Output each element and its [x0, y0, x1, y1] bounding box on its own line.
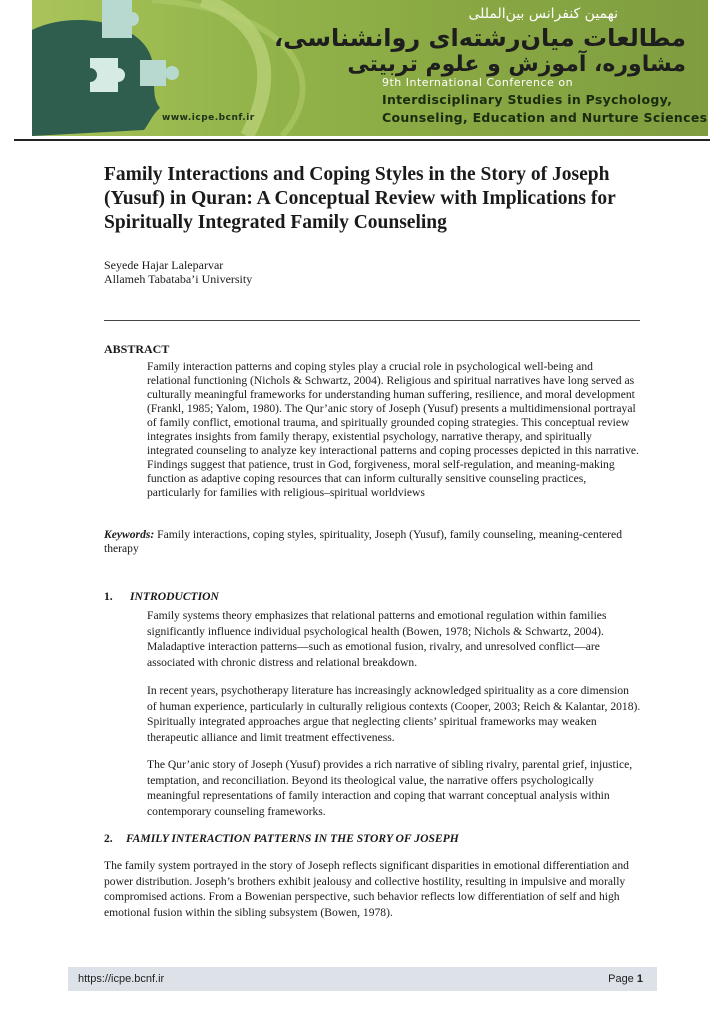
intro-paragraph-3: The Qur’anic story of Joseph (Yusuf) provides a rich narrative of sibling rivalry, parental grief, injustice, temptation, and reconciliation. Beyond its theological value, the narrative offers psychologically meaningful representations of family interaction and coping that warrant conceptual analysis within contemporary counseling frameworks.: [147, 758, 633, 818]
conference-banner: [32, 0, 708, 136]
paper-title: Family Interactions and Coping Styles in the Story of Joseph (Yusuf) in Quran: A Conceptual Review with Implications for Spiritually Integrated Family Counseling: [104, 164, 616, 233]
section-1-title: INTRODUCTION: [130, 590, 219, 603]
page-label: Page: [608, 973, 634, 985]
intro-paragraph-2: In recent years, psychotherapy literature has increasingly acknowledged spirituality as a core dimension of human experience, particularly in culturally religious contexts (Cooper, 2003; Reich & Kalantar, 2018). Spiritually integrated approaches argue that neglecting clients’ spiritual frameworks may weaken therapeutic alliance and limit treatment effectiveness.: [147, 684, 641, 744]
persian-conference-subtitle: نهمین کنفرانس بین‌المللی: [468, 6, 618, 22]
english-conference-label: 9th International Conference on: [382, 76, 574, 89]
persian-title-line2: مشاوره، آموزش و علوم تربیتی: [347, 52, 686, 77]
page-footer: [68, 967, 657, 991]
author-name: Seyede Hajar Laleparvar: [104, 258, 224, 272]
abstract-text: Family interaction patterns and coping styles play a crucial role in psychological well-being and relational functioning (Nichols & Schwartz, 2004). Religious and spiritual narratives have long served as culturally meaningful frameworks for understanding human suffering, resilience, and moral development (Frankl, 1985; Yalom, 1980). The Qur’anic story of Joseph (Yusuf) presents a multidimensional portrayal of family conflict, emotional trauma, and spiritually grounded coping strategies. This conceptual review integrates insights from family therapy, existential psychology, narrative therapy, and spiritually integrated counseling to analyze key interactional patterns and coping processes depicted in this narrative. Findings suggest that patience, trust in God, forgiveness, moral self-regulation, and meaning-making function as adaptive coping resources that can inform culturally sensitive counseling practices, particularly for families with religious–spiritual worldviews: [147, 360, 639, 499]
section-2-title: FAMILY INTERACTION PATTERNS IN THE STORY OF JOSEPH: [126, 832, 459, 845]
section-2-number: 2.: [104, 832, 113, 845]
english-title-line1: Interdisciplinary Studies in Psychology,: [382, 92, 673, 107]
english-title-line2: Counseling, Education and Nurture Sciences: [382, 110, 708, 125]
keywords: [104, 528, 634, 556]
page-number-value: 1: [636, 973, 643, 985]
section-1-number: 1.: [104, 590, 113, 603]
keywords-label: Keywords:: [104, 528, 155, 541]
footer-url[interactable]: https://icpe.bcnf.ir: [78, 973, 165, 985]
banner-url: www.icpe.bcnf.ir: [162, 113, 255, 123]
abstract-divider: [104, 320, 640, 321]
page-number: [608, 973, 643, 985]
header-divider: [14, 139, 710, 141]
intro-paragraph-1: Family systems theory emphasizes that relational patterns and emotional regulation within families significantly influence individual psychological health (Bowen, 1978; Nichols & Schwartz, 2004). Maladaptive interaction patterns—such as emotional fusion, rivalry, and unresolved conflict—are associated with chronic distress and relational breakdown.: [147, 609, 607, 669]
section-1-heading: [104, 590, 219, 603]
author-block: [104, 258, 252, 286]
keywords-text: Family interactions, coping styles, spirituality, Joseph (Yusuf), family counseling, meaning-centered therapy: [104, 528, 622, 555]
author-affiliation: Allameh Tabataba’i University: [104, 272, 253, 286]
section-2-paragraph: The family system portrayed in the story of Joseph reflects significant disparities in emotional differentiation and power distribution. Joseph’s brothers exhibit jealousy and collective hostility, resulting in impulsive and morally compromised actions. From a Bowenian perspective, such behavior reflects low differentiation of self and high emotional fusion within the sibling subsystem (Bowen, 1978).: [104, 859, 629, 919]
section-2-heading: [104, 832, 459, 845]
persian-title-line1: مطالعات میان‌رشته‌ای روانشناسی،: [274, 24, 686, 52]
abstract-heading: ABSTRACT: [104, 342, 170, 356]
